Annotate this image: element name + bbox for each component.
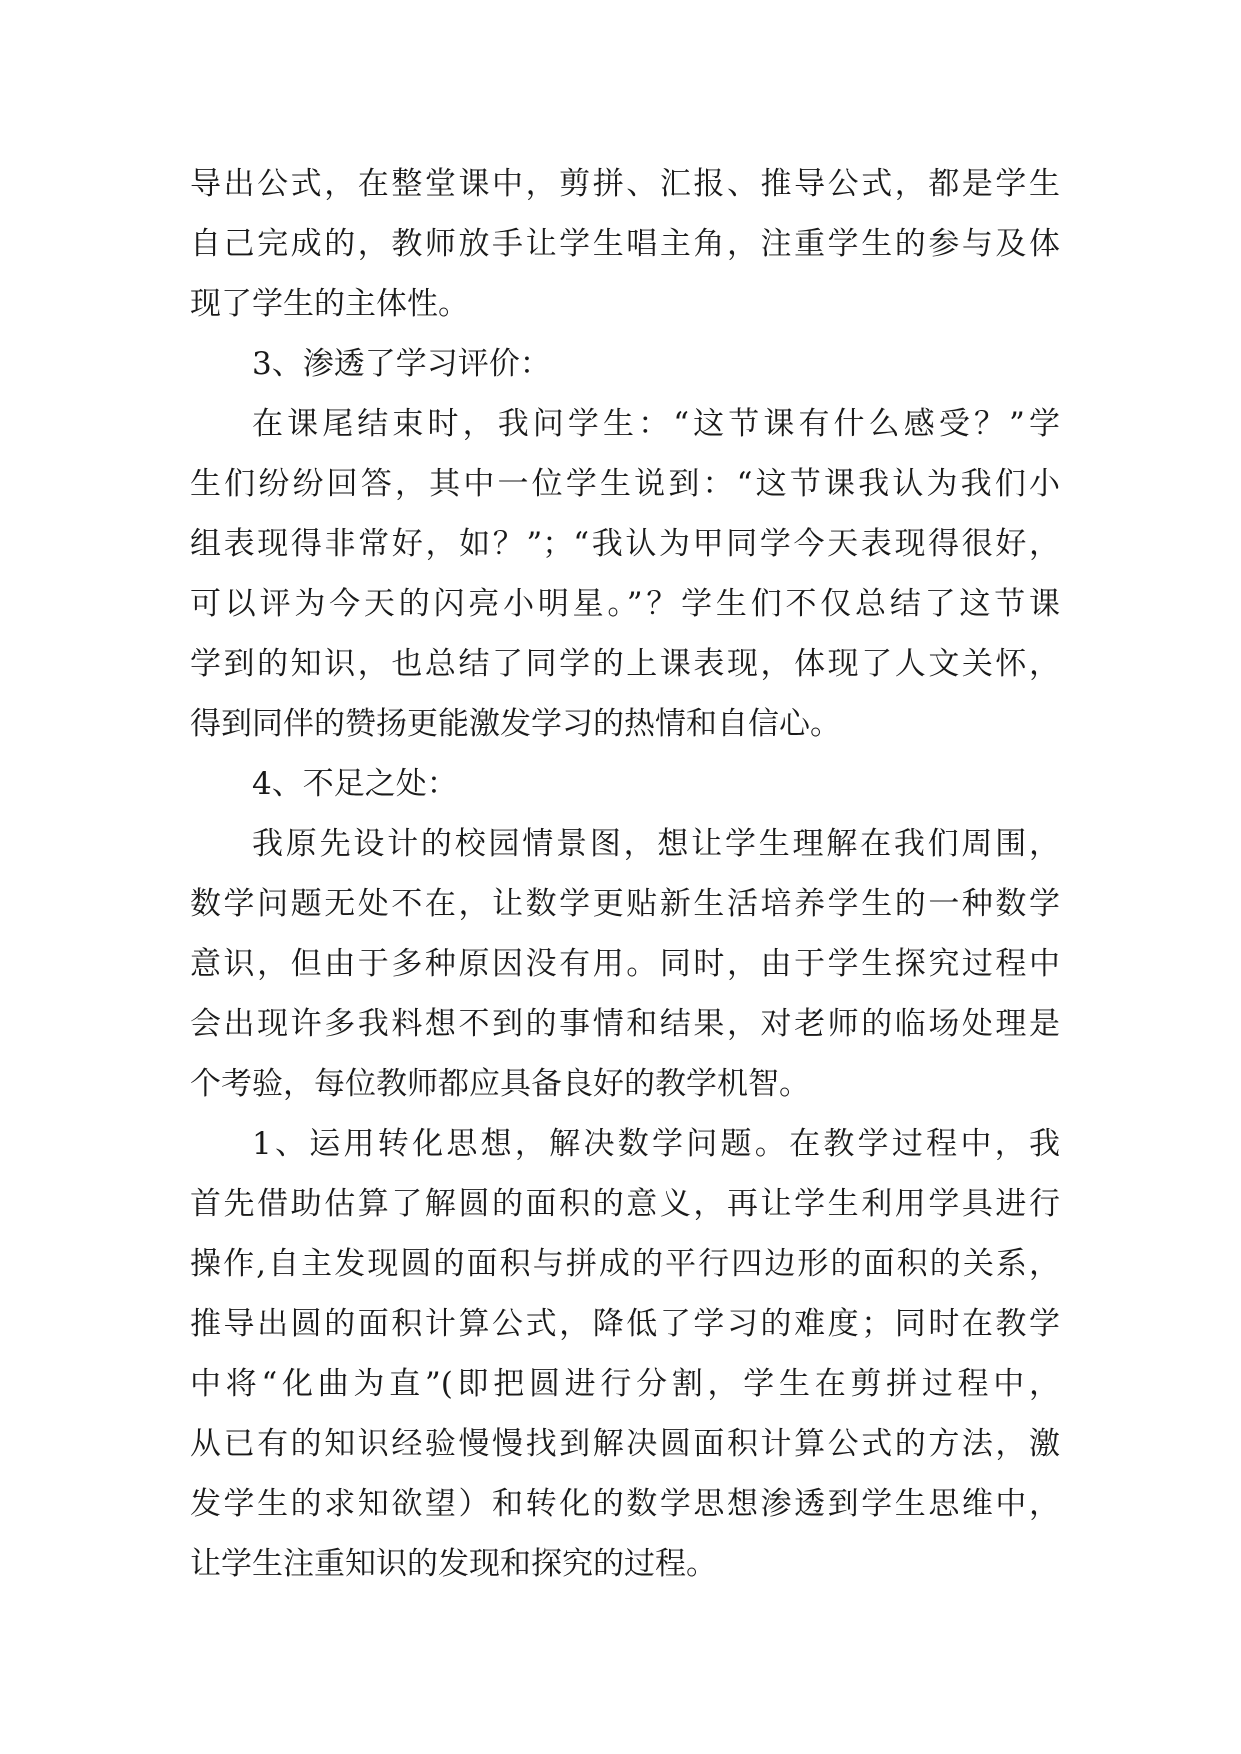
text-line: 意识，但由于多种原因没有用。同时，由于学生探究过程中 [190,946,1060,982]
text-line: 推导出圆的面积计算公式，降低了学习的难度；同时在教学 [190,1306,1060,1342]
text-line: 操作,自主发现圆的面积与拼成的平行四边形的面积的关系， [190,1246,1060,1282]
text-line: 个考验，每位教师都应具备良好的教学机智。 [190,1066,810,1102]
text-line: 我原先设计的校园情景图，想让学生理解在我们周围， [252,826,1060,862]
text-line: 1、运用转化思想，解决数学问题。在教学过程中，我 [252,1126,1060,1162]
text-line: 让学生注重知识的发现和探究的过程。 [190,1546,717,1582]
text-line: 在课尾结束时，我问学生：“这节课有什么感受？”学 [252,406,1060,442]
text-line: 生们纷纷回答，其中一位学生说到：“这节课我认为我们小 [190,466,1060,502]
text-line: 可以评为今天的闪亮小明星。”？学生们不仅总结了这节课 [190,586,1060,622]
text-line: 组表现得非常好，如？”；“我认为甲同学今天表现得很好， [190,526,1060,562]
text-line: 发学生的求知欲望）和转化的数学思想渗透到学生思维中， [190,1486,1060,1522]
text-line: 中将“化曲为直”(即把圆进行分割，学生在剪拼过程中， [190,1366,1060,1402]
section-heading: 4、不足之处： [252,766,458,802]
text-line: 首先借助估算了解圆的面积的意义，再让学生利用学具进行 [190,1186,1060,1222]
text-line: 现了学生的主体性。 [190,286,469,322]
text-line: 从已有的知识经验慢慢找到解决圆面积计算公式的方法，激 [190,1426,1060,1462]
text-line: 导出公式，在整堂课中，剪拼、汇报、推导公式，都是学生 [190,166,1060,202]
text-line: 自己完成的，教师放手让学生唱主角，注重学生的参与及体 [190,226,1060,262]
text-line: 学到的知识，也总结了同学的上课表现，体现了人文关怀， [190,646,1060,682]
text-line: 会出现许多我料想不到的事情和结果，对老师的临场处理是 [190,1006,1060,1042]
section-heading: 3、渗透了学习评价： [252,346,551,382]
text-line: 数学问题无处不在，让数学更贴新生活培养学生的一种数学 [190,886,1060,922]
text-line: 得到同伴的赞扬更能激发学习的热情和自信心。 [190,706,841,742]
